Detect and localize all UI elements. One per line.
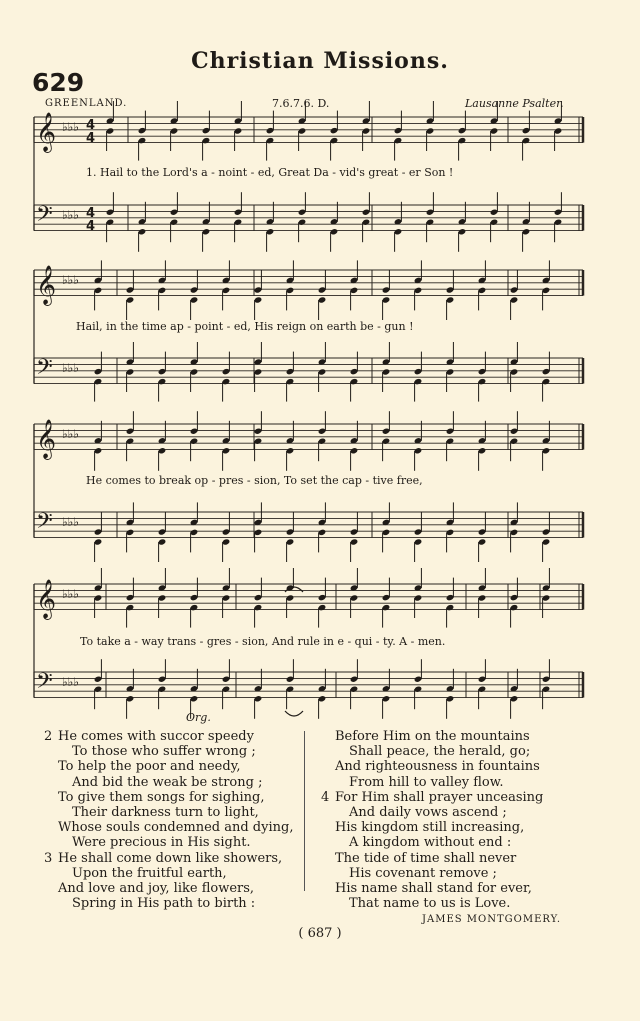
page-title: Christian Missions. [191, 48, 449, 74]
verse-line: Whose souls condemned and dying, [58, 820, 294, 836]
hymn-number: 629 [32, 68, 85, 97]
time-signature-top: 4 [86, 206, 96, 221]
tune-source: Lausanne Psalter. [465, 97, 564, 110]
verse-line: His kingdom still increasing, [335, 820, 525, 836]
verse-line: To give them songs for sighing, [58, 789, 265, 805]
verse-line: The tide of time shall never [335, 850, 517, 866]
bass-clef: 𝄢 [36, 509, 53, 539]
time-signature-bottom: 4 [86, 131, 96, 146]
verse-line: To those who suffer wrong ; [72, 744, 256, 760]
verses-left-column [44, 729, 293, 911]
lyric-line-2: Hail, in the time ap - point - ed, His reign on earth be - gun ! [76, 320, 414, 333]
verse-line: A kingdom without end : [349, 835, 512, 851]
bass-clef: 𝄢 [36, 202, 53, 232]
bass-clef: 𝄢 [36, 669, 53, 699]
key-signature: ♭♭♭ [62, 675, 79, 689]
verse-line: Shall peace, the herald, go; [349, 744, 531, 760]
key-signature: ♭♭♭ [62, 120, 79, 134]
verse-line: To help the poor and needy, [58, 759, 241, 775]
verse-line: That name to us is Love. [349, 896, 511, 912]
time-signature-top: 4 [86, 118, 96, 133]
verse-line: 2 He comes with succor speedy [44, 729, 254, 744]
verse-line: Spring in His path to birth : [72, 896, 256, 912]
treble-clef: 𝄞 [36, 419, 57, 459]
key-signature: ♭♭♭ [62, 361, 79, 375]
column-divider [304, 731, 305, 891]
lyric-line-1: 1. Hail to the Lord's a - noint - ed, Great Da - vid's great - er Son ! [86, 166, 454, 179]
key-signature: ♭♭♭ [62, 515, 79, 529]
tune-name: GREENLAND. [45, 98, 128, 109]
fermata-bottom [285, 711, 303, 716]
key-signature: ♭♭♭ [62, 273, 79, 287]
bass-clef: 𝄢 [36, 355, 53, 385]
meter: 7.6.7.6. D. [272, 97, 330, 110]
verse-line: 4 For Him shall prayer unceasing [321, 789, 544, 805]
verse-line: From hill to valley flow. [349, 774, 504, 790]
verse-line: His name shall stand for ever, [335, 881, 532, 897]
lyric-line-4: To take a - way trans - gres - sion, And rule in e - qui - ty. A - men. [80, 635, 446, 648]
treble-clef: 𝄞 [36, 579, 57, 619]
verse-line: And bid the weak be strong ; [72, 774, 263, 790]
key-signature: ♭♭♭ [62, 587, 79, 601]
key-signature: ♭♭♭ [62, 427, 79, 441]
verse-line: And love and joy, like flowers, [58, 881, 255, 897]
page-number: ( 687 ) [298, 926, 342, 941]
verse-line: And righteousness in fountains [335, 759, 540, 775]
verse-line: His covenant remove ; [349, 865, 497, 881]
verse-line: Their darkness turn to light, [72, 805, 259, 821]
lyric-line-3: He comes to break op - pres - sion, To set the cap - tive free, [86, 474, 423, 487]
treble-clef: 𝄞 [36, 112, 57, 152]
key-signature: ♭♭♭ [62, 208, 79, 222]
verse-line: And daily vows ascend ; [349, 805, 507, 821]
time-signature-bottom: 4 [86, 219, 96, 234]
verse-line: Before Him on the mountains [335, 729, 530, 744]
verses-right-column [321, 729, 543, 911]
verse-line: Were precious in His sight. [72, 835, 251, 851]
verse-line: Upon the fruitful earth, [72, 865, 227, 881]
verse-line: 3 He shall come down like showers, [44, 850, 283, 866]
author: JAMES MONTGOMERY. [422, 914, 562, 925]
treble-clef: 𝄞 [36, 265, 57, 305]
organ-marking: Org. [186, 711, 211, 724]
